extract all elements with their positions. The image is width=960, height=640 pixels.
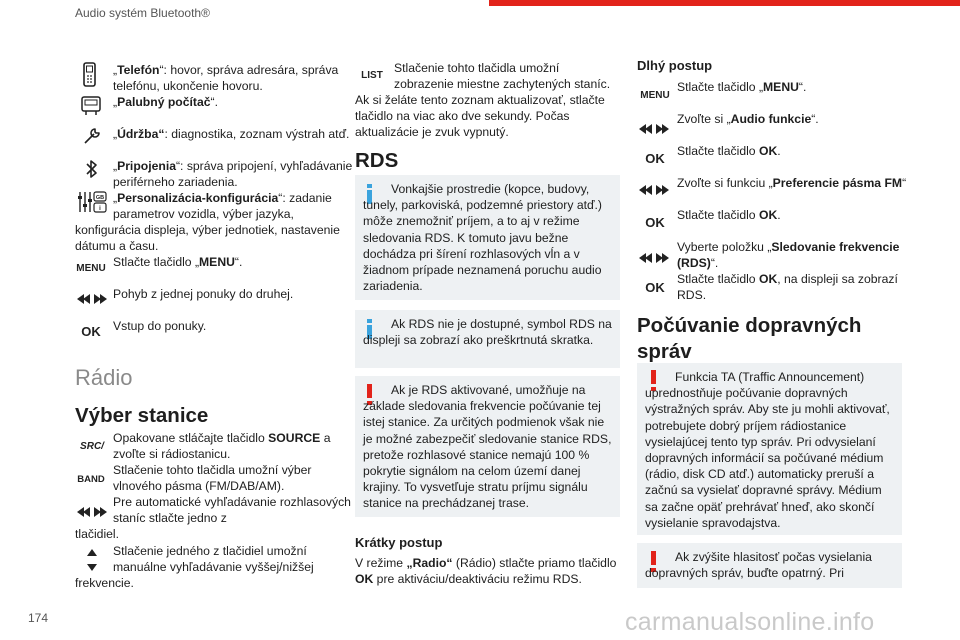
running-header: Audio systém Bluetooth® [75,6,210,20]
bluetooth-icon [85,158,99,180]
step-7: Stlačte tlačidlo OK, na displeji sa zobrazí RDS. [677,272,898,302]
trip-computer-icon [80,95,102,117]
svg-text:i: i [99,206,101,212]
step-4: Zvoľte si funkciu „Preferencie pásma FM“ [677,176,907,190]
long-procedure-heading: Dlhý postup [637,58,713,73]
warning-note-3 [637,543,902,588]
arrows-instruction: Pohyb z jednej ponuky do druhej. [113,287,294,301]
auto-search-line2: tlačidiel. [75,527,120,541]
settings-sliders-icon [76,190,108,214]
info-note-2-text: Ak RDS nie je dostupné, symbol RDS na displeji sa zobrazí ako preškrtnutá skratka. [363,317,612,348]
info-note-2 [355,310,620,368]
step-6: Vyberte položku „Sledovanie frekvencie (RDS)“. [677,240,900,270]
info-note-1 [355,175,620,300]
list-instruction: Stlačenie tohto tlačidla umožní zobrazenie miestne zachytených staníc. [394,61,611,91]
source-icon: SRC/ [80,441,104,452]
traffic-heading: Počúvanie dopravných správ [637,314,862,363]
watermark: carmanualsonline.info [625,608,875,636]
ok-icon-4: OK [645,280,665,295]
step-5: Stlačte tlačidlo OK. [677,208,781,222]
warning-note-1-text: Ak je RDS aktivované, umožňuje na základe sledovania frekvencie počúvanie tej istej stanice. Za určitých podmienok však nie je možné zabezpečiť sledovanie stanice RDS, pretože rozhlasové stanice nemajú 100 % pokrytie signálom na celom území danej krajiny. To vysvetľuje stratu príjmu signálu stanice na prechádzanej trase. [363,383,612,511]
station-selection-heading: Výber stanice [75,404,209,427]
page-number: 174 [28,611,49,625]
warning-note-2 [637,363,902,535]
seek-arrows-icon [76,506,108,518]
menu-icon: MENU [76,263,106,274]
wrench-icon [82,126,102,146]
svg-text:GB: GB [95,195,105,201]
ok-icon: OK [81,324,101,339]
entry-telefon: „Telefón“: hovor, správa adresára, správa telefónu, ukončenie hovoru. [113,63,339,93]
entry-palubny-pocitac: „Palubný počítač“. [113,95,218,109]
step-2: Zvoľte si „Audio funkcie“. [677,112,819,126]
entry-pripojenia: „Pripojenia“: správa pripojení, vyhľadávanie periférneho zariadenia. [113,159,353,189]
ok-icon-2: OK [645,151,665,166]
up-down-arrows-icon [86,548,98,572]
rds-heading: RDS [355,149,399,172]
warning-note-1 [355,376,620,517]
band-instruction: Stlačenie tohto tlačidla umožní výber vlnového pásma (FM/DAB/AM). [113,463,312,493]
band-icon: BAND [77,474,105,485]
list-icon: LIST [361,70,383,81]
step-3: Stlačte tlačidlo OK. [677,144,781,158]
left-right-arrows-icon-3 [638,184,670,196]
warning-note-3-text: Ak zvýšite hlasitosť počas vysielania dopravných správ, buďte opatrný. Pri [645,550,872,581]
source-instruction: Opakovane stláčajte tlačidlo SOURCE a zvoľte si rádiostanicu. [113,431,331,461]
left-right-arrows-icon-4 [638,252,670,264]
step-1: Stlačte tlačidlo „MENU“. [677,80,807,94]
radio-heading: Rádio [75,365,133,390]
manual-search-line1: Stlačenie jedného z tlačidiel umožní manuálne vyhľadávanie vyššej/nižšej [113,544,314,574]
ok-icon-3: OK [645,215,665,230]
info-note-1-text: Vonkajšie prostredie (kopce, budovy, tunely, parkoviská, podzemné priestory atď.) môže znemožniť príjem, a to aj v režime sledovania RDS. K tomuto javu bežne dochádza pri šírení rozhlasových vĺn a v žiadnom prípade neznamená poruchu audio zariadenia. [363,182,602,294]
left-right-arrows-icon [76,293,108,305]
ok-instruction: Vstup do ponuky. [113,319,207,333]
menu-instruction: Stlačte tlačidlo „MENU“. [113,255,243,269]
warning-note-2-text: Funkcia TA (Traffic Announcement) uprednostňuje počúvanie dopravných výstražných správ. Aby ste ju mohli aktivovať, potrebujete dobrý príjem rádiostanice vysielajúcej tento typ správ. Pri odvysielaní dopravných informácií sa počúvané médium (rádio, disk CD atď.) automaticky preruší a začnú sa vysielať dopravné správy. Médium sa začne opäť prehrávať hneď, ako skončí vysielanie spravodajstva. [645,370,890,530]
entry-udrzba: „Údržba“: diagnostika, zoznam výstrah atď. [113,127,350,141]
auto-search-line1: Pre automatické vyhľadávanie rozhlasových staníc stlačte jedno z [113,495,351,525]
entry-personalizacia-line2: konfigurácia displeja, výber jednotiek, nastavenie dátumu a času. [75,223,340,253]
phone-icon [82,62,98,88]
header-accent-bar [489,0,960,6]
menu-icon-2: MENU [640,90,670,101]
manual-search-line2: frekvencie. [75,576,134,590]
list-paragraph: Ak si želáte tento zoznam aktualizovať, stlačte tlačidlo na viac ako dve sekundy. Počas aktualizácie je zvuk vypnutý. [355,93,605,139]
short-procedure-heading: Krátky postup [355,535,443,550]
entry-personalizacia-line1: „Personalizácia-konfigurácia“: zadanie parametrov vozidla, výber jazyka, [113,191,332,221]
left-right-arrows-icon-2 [638,123,670,135]
short-procedure-text: V režime „Radio“ (Rádio) stlačte priamo tlačidlo OK pre aktiváciu/deaktiváciu režimu RDS. [355,556,617,586]
